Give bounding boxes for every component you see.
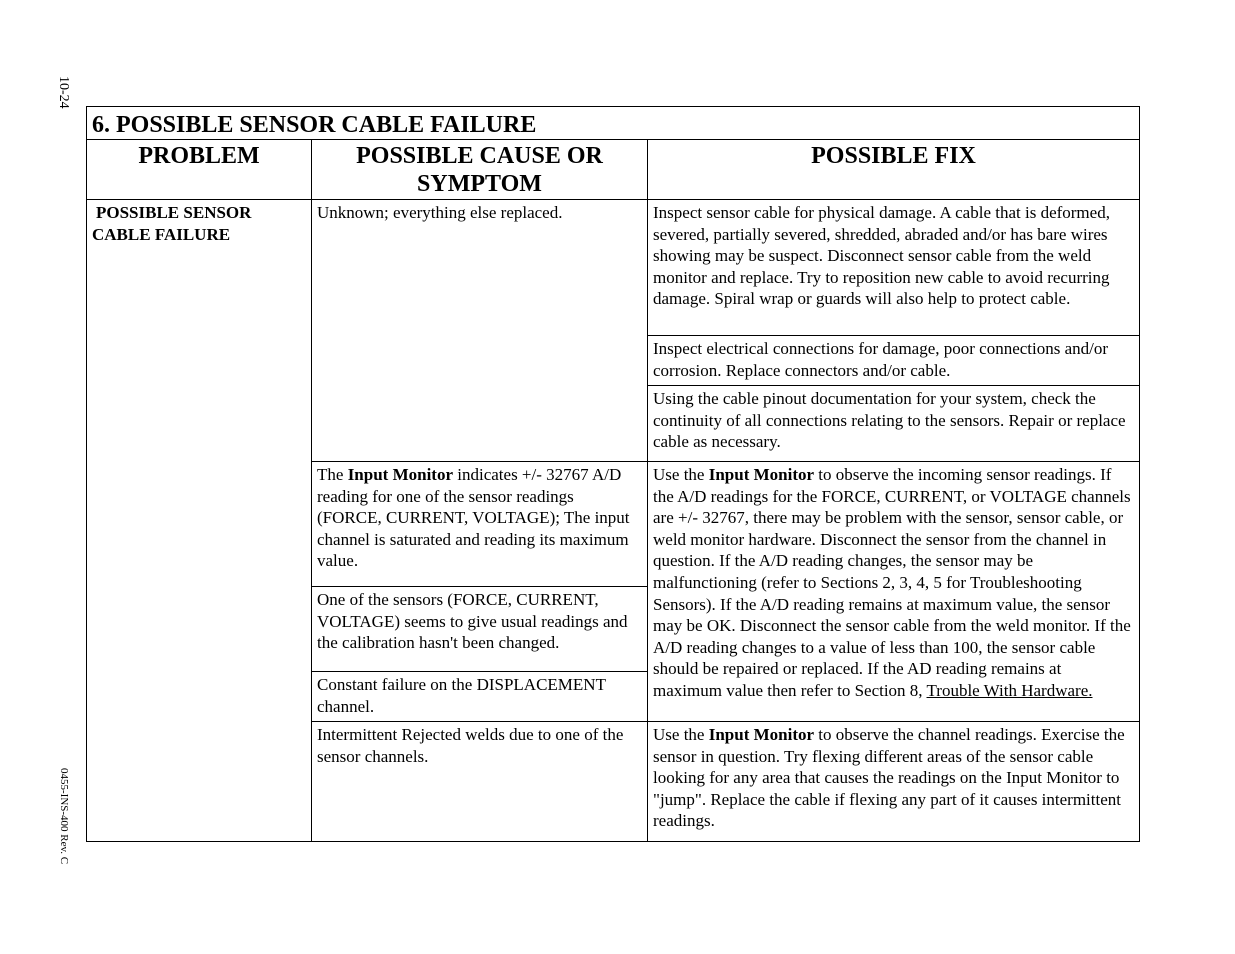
problem-label: POSSIBLE SENSOR CABLE FAILURE	[92, 203, 252, 244]
fix-cell-1: Inspect sensor cable for physical damage. A cable that is deformed, severed, partially severed, shredded, abraded and/or has bare wires showing may be suspect. Disconnect sensor cable from the weld monitor and replace. Try to reposition new cable to avoid recurring damage. Spiral wrap or guards will also help to protect cable.	[647, 200, 1140, 336]
problem-cell	[86, 200, 311, 842]
cause-cell-1: Unknown; everything else replaced.	[311, 200, 647, 462]
section-8-link[interactable]: Trouble With Hardware.	[926, 680, 1093, 700]
fix-cell-2: Inspect electrical connections for damage, poor connections and/or corrosion. Replace connectors and/or cable.	[647, 336, 1140, 386]
section-title: 6. POSSIBLE SENSOR CABLE FAILURE	[86, 106, 1140, 140]
header-cause: POSSIBLE CAUSE OR SYMPTOM	[311, 140, 647, 200]
cause-cell-2: The Input Monitor indicates +/- 32767 A/D reading for one of the sensor readings (FORCE, CURRENT, VOLTAGE); The input channel is saturated and reading its maximum value.	[311, 462, 647, 587]
fix-cell-4: Use the Input Monitor to observe the incoming sensor readings. If the A/D readings for the FORCE, CURRENT, or VOLTAGE channels are +/- 32767, there may be problem with the sensor, sensor cable, or weld monitor hardware. Disconnect the sensor from the channel in question. If the A/D reading changes, the sensor may be malfunctioning (refer to Sections 2, 3, 4, 5 for Troubleshooting Sensors). If the A/D reading remains at maximum value, the sensor may be OK. Disconnect the sensor cable from the weld monitor. If the A/D reading changes to a value of less than 100, the sensor cable should be repaired or replaced. If the AD reading remains at maximum value then refer to Section 8, Trouble With Hardware.	[647, 462, 1140, 722]
header-fix: POSSIBLE FIX	[647, 140, 1140, 200]
troubleshooting-table	[86, 106, 1140, 842]
fix-cell-5: Use the Input Monitor to observe the channel readings. Exercise the sensor in question. Try flexing different areas of the sensor cable looking for any area that causes the readings on the Input Monitor to "jump". Replace the cable if flexing any part of it causes intermittent readings.	[647, 722, 1140, 842]
fix-cell-3: Using the cable pinout documentation for your system, check the continuity of all connections relating to the sensors. Repair or replace cable as necessary.	[647, 386, 1140, 462]
header-problem: PROBLEM	[86, 140, 311, 200]
cause-cell-3: One of the sensors (FORCE, CURRENT, VOLTAGE) seems to give usual readings and the calibration hasn't been changed.	[311, 587, 647, 672]
cause-cell-5: Intermittent Rejected welds due to one of the sensor channels.	[311, 722, 647, 842]
cause-cell-4: Constant failure on the DISPLACEMENT channel.	[311, 672, 647, 722]
